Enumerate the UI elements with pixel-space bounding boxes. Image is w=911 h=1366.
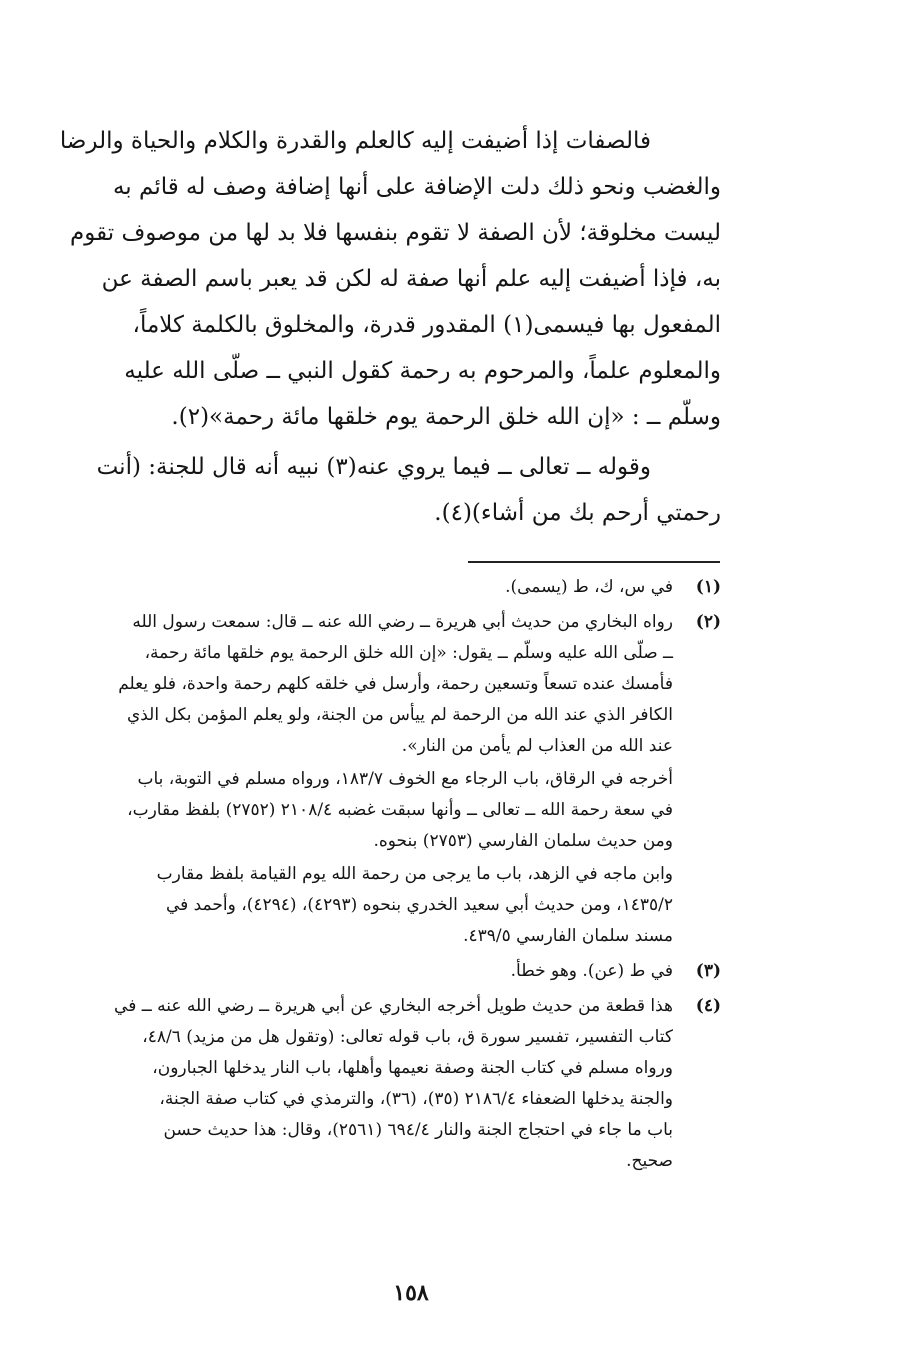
footnote-line: فأمسك عنده تسعاً وتسعين رحمة، وأرسل في خلقه كلهم رحمة واحدة، فلو يعلم (118, 674, 673, 694)
footnote-line: هذا قطعة من حديث طويل أخرجه البخاري عن أبي هريرة ــ رضي الله عنه ــ في (114, 996, 673, 1016)
footnote-number: (٣) (695, 961, 721, 981)
footnote-block (156, 859, 673, 952)
footnote-line: في س، ك، ط (يسمى). (505, 577, 673, 597)
paragraph-1 (59, 118, 721, 440)
text-line: وقوله ــ تعالى ــ فيما يروي عنه(٣) نبيه أنه قال للجنة: (أنت (96, 454, 651, 480)
footnote-line: رواه البخاري من حديث أبي هريرة ــ رضي الله عنه ــ قال: سمعت رسول الله (132, 612, 673, 632)
text-line: والمعلوم علماً، والمرحوم به رحمة كقول النبي ــ صلّى الله عليه (124, 358, 721, 384)
page-number: ١٥٨ (393, 1280, 429, 1306)
footnote-line: عند الله من العذاب لم يأمن من النار». (401, 736, 673, 756)
footnote-line: كتاب التفسير، تفسير سورة ق، باب قوله تعالى: (وتقول هل من مزيد) ٤٨/٦، (142, 1027, 673, 1047)
footnotes (114, 570, 721, 1181)
footnote-line: أخرجه في الرقاق، باب الرجاء مع الخوف ١٨٣/٧، ورواه مسلم في التوبة، باب (137, 769, 673, 789)
footnote-block (118, 607, 673, 762)
text-line: والغضب ونحو ذلك دلت الإضافة على أنها إضافة وصف له قائم به (112, 174, 721, 200)
footnote-line: ومن حديث سلمان الفارسي (٢٧٥٣) بنحوه. (373, 831, 673, 851)
text-line: به، فإذا أضيفت إليه علم أنها صفة له لكن قد يعبر باسم الصفة عن (101, 266, 721, 292)
paragraph-2 (96, 444, 721, 536)
footnote-divider (468, 561, 720, 563)
footnote-block (127, 764, 673, 857)
footnote-line: وابن ماجه في الزهد، باب ما يرجى من رحمة الله يوم القيامة بلفظ مقارب (156, 864, 673, 884)
footnote-block (166, 572, 673, 603)
text-line: المفعول بها فيسمى(١) المقدور قدرة، والمخلوق بالكلمة كلاماً، (132, 312, 721, 338)
footnote-line: ١٤٣٥/٢، ومن حديث أبي سعيد الخدري بنحوه (٤٢٩٣)، (٤٢٩٤)، وأحمد في (165, 895, 673, 915)
footnote-line: ورواه مسلم في كتاب الجنة وصفة نعيمها وأهلها، باب النار يدخلها الجبارون، (152, 1058, 673, 1078)
footnote-1 (166, 572, 721, 603)
footnote-4 (114, 991, 721, 1177)
footnote-number: (١) (695, 577, 721, 597)
footnote-line: مسند سلمان الفارسي ٤٣٩/٥. (463, 926, 673, 946)
footnote-line: صحيح. (626, 1151, 673, 1171)
footnote-number: (٤) (695, 996, 721, 1016)
footnote-line: والجنة يدخلها الضعفاء ٢١٨٦/٤ (٣٥)، (٣٦)، والترمذي في كتاب صفة الجنة، (159, 1089, 673, 1109)
footnote-line: الكافر الذي عند الله من الرحمة لم ييأس من الجنة، ولو يعلم المؤمن بكل الذي (126, 705, 673, 725)
text-line: فالصفات إذا أضيفت إليه كالعلم والقدرة والكلام والحياة والرضا (59, 128, 651, 154)
footnote-3 (166, 956, 721, 987)
text-line: ليست مخلوقة؛ لأن الصفة لا تقوم بنفسها فلا بد لها من موصوف تقوم (69, 220, 721, 246)
footnote-number: (٢) (695, 612, 721, 632)
footnote-2 (118, 607, 721, 952)
text-line: وسلّم ــ : «إن الله خلق الرحمة يوم خلقها مائة رحمة»(٢). (171, 404, 721, 430)
footnote-line: ــ صلّى الله عليه وسلّم ــ يقول: «إن الله خلق الرحمة يوم خلقها مائة رحمة، (144, 643, 673, 663)
main-text (59, 118, 721, 536)
footnote-block (114, 991, 673, 1177)
footnote-block (166, 956, 673, 987)
text-line: رحمتي أرحم بك من أشاء)(٤). (434, 500, 721, 526)
footnote-line: في ط (عن). وهو خطأ. (510, 961, 673, 981)
footnote-line: باب ما جاء في احتجاج الجنة والنار ٦٩٤/٤ (٢٥٦١)، وقال: هذا حديث حسن (163, 1120, 673, 1140)
footnote-line: في سعة رحمة الله ــ تعالى ــ وأنها سبقت غضبه ٢١٠٨/٤ (٢٧٥٢) بلفظ مقارب، (127, 800, 673, 820)
